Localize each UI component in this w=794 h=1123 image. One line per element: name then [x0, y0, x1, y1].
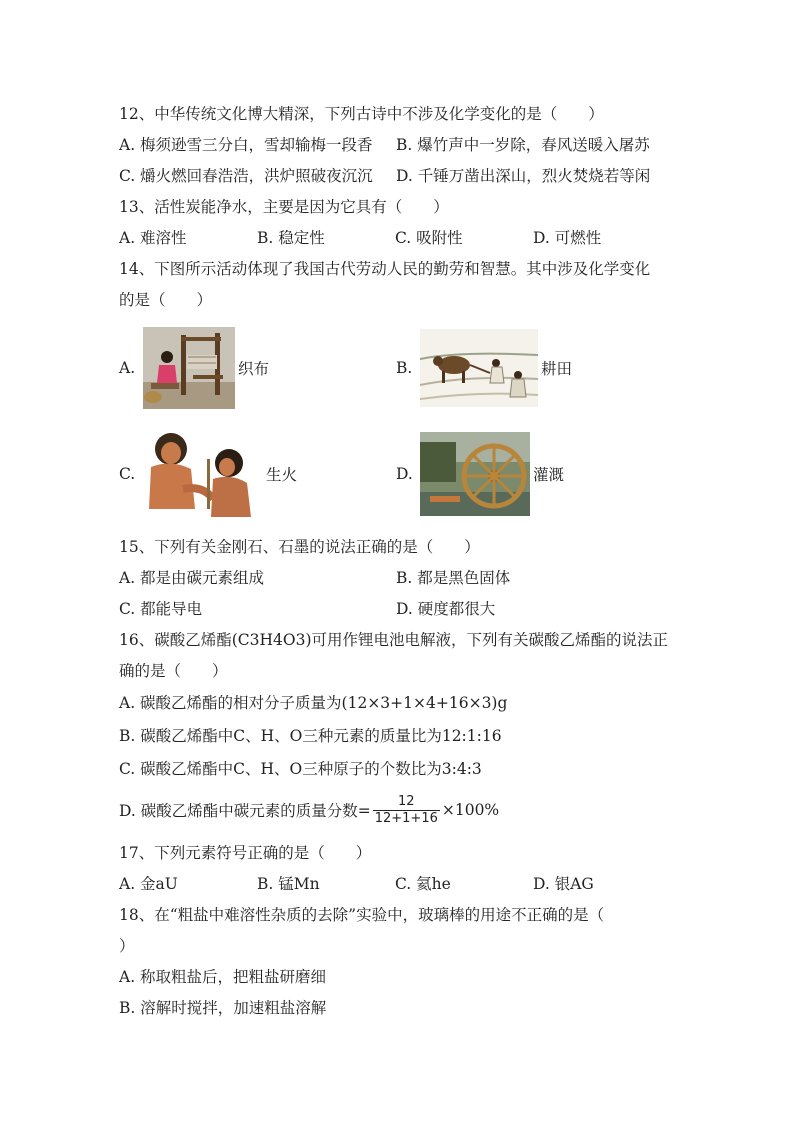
- q13-option-d[interactable]: D. 可燃性: [533, 229, 602, 247]
- q14-option-c-label: C.: [119, 465, 136, 483]
- weaving-loom-image: [143, 327, 235, 409]
- q14-option-b[interactable]: [396, 329, 673, 407]
- q14-options-ab: [119, 318, 679, 418]
- q17-option-d[interactable]: D. 银AG: [533, 875, 594, 893]
- q14-option-a[interactable]: [119, 327, 396, 409]
- q16-option-a[interactable]: A. 碳酸乙烯酯的相对分子质量为(12×3+1×4+16×3)g: [119, 694, 508, 712]
- q15-stem: 15、下列有关金刚石、石墨的说法正确的是（ ）: [119, 538, 480, 556]
- q17-option-b[interactable]: B. 锰Mn: [257, 875, 320, 893]
- q16-option-b[interactable]: B. 碳酸乙烯酯中C、H、O三种元素的质量比为12:1:16: [119, 727, 502, 745]
- q14-stem-line2: 的是（ ）: [119, 291, 213, 309]
- q13-option-a[interactable]: A. 难溶性: [119, 229, 187, 247]
- q16-option-c[interactable]: C. 碳酸乙烯酯中C、H、O三种原子的个数比为3:4:3: [119, 760, 482, 778]
- q14-options-cd: [119, 422, 679, 526]
- q12-options-cd: [119, 161, 679, 192]
- q15-option-d[interactable]: D. 硬度都很大: [396, 600, 496, 618]
- q12-option-b[interactable]: B. 爆竹声中一岁除，春风送暖入屠苏: [396, 136, 650, 154]
- q12-options-ab: [119, 130, 679, 161]
- q14-option-d[interactable]: [396, 432, 673, 516]
- plowing-ox-image: [420, 329, 538, 407]
- fraction-numerator: 12: [398, 793, 415, 809]
- q17-options: [119, 869, 679, 900]
- q12-option-a[interactable]: A. 梅须逊雪三分白，雪却输梅一段香: [119, 136, 373, 154]
- q14-option-b-caption: 耕田: [541, 360, 573, 378]
- q14-option-b-label: B.: [396, 359, 413, 377]
- q14-option-d-caption: 灌溉: [533, 466, 565, 484]
- fraction-denominator: 12+1+16: [374, 810, 438, 826]
- q17-option-c[interactable]: C. 氦he: [395, 875, 451, 893]
- fire-making-image: [143, 429, 263, 519]
- q18-option-b[interactable]: B. 溶解时搅拌，加速粗盐溶解: [119, 999, 327, 1017]
- q13-option-c[interactable]: C. 吸附性: [395, 229, 463, 247]
- q12-option-c[interactable]: C. 爝火燃回春浩浩，洪炉照破夜沉沉: [119, 167, 373, 185]
- q17-stem: 17、下列元素符号正确的是（ ）: [119, 844, 372, 862]
- q12-option-d[interactable]: D. 千锤万凿出深山，烈火焚烧若等闲: [396, 167, 651, 185]
- q15-options-cd: [119, 594, 679, 625]
- mass-fraction-formula: [373, 794, 440, 827]
- q16-option-d-suffix: ×100%: [441, 801, 500, 819]
- q16-option-d-prefix: D. 碳酸乙烯酯中碳元素的质量分数=: [119, 802, 371, 820]
- q13-option-b[interactable]: B. 稳定性: [257, 229, 325, 247]
- q14-option-a-caption: 织布: [238, 360, 270, 378]
- q15-options-ab: [119, 563, 679, 594]
- q16-option-d[interactable]: [119, 786, 679, 834]
- q14-option-a-label: A.: [119, 359, 136, 377]
- q18-stem-line2: ）: [119, 937, 135, 955]
- q18-stem-line1: 18、在“粗盐中难溶性杂质的去除”实验中，玻璃棒的用途不正确的是（: [119, 906, 605, 924]
- q15-option-a[interactable]: A. 都是由碳元素组成: [119, 569, 265, 587]
- question-list: [119, 99, 679, 1024]
- waterwheel-image: [420, 432, 530, 516]
- q18-option-a[interactable]: A. 称取粗盐后，把粗盐研磨细: [119, 968, 327, 986]
- q16-stem-line2: 确的是（ ）: [119, 662, 228, 680]
- q14-option-c-caption: 生火: [266, 466, 298, 484]
- q13-stem: 13、活性炭能净水，主要是因为它具有（ ）: [119, 198, 449, 216]
- q16-stem-line1: 16、碳酸乙烯酯(C3H4O3)可用作锂电池电解液，下列有关碳酸乙烯酯的说法正: [119, 631, 668, 649]
- q14-stem-line1: 14、下图所示活动体现了我国古代劳动人民的勤劳和智慧。其中涉及化学变化: [119, 260, 651, 278]
- q15-option-b[interactable]: B. 都是黑色固体: [396, 569, 511, 587]
- q13-options: [119, 223, 679, 254]
- q14-option-c[interactable]: [119, 429, 396, 519]
- q15-option-c[interactable]: C. 都能导电: [119, 600, 203, 618]
- q17-option-a[interactable]: A. 金aU: [119, 875, 178, 893]
- q12-stem: 12、中华传统文化博大精深，下列古诗中不涉及化学变化的是（ ）: [119, 105, 604, 123]
- q14-option-d-label: D.: [396, 465, 413, 483]
